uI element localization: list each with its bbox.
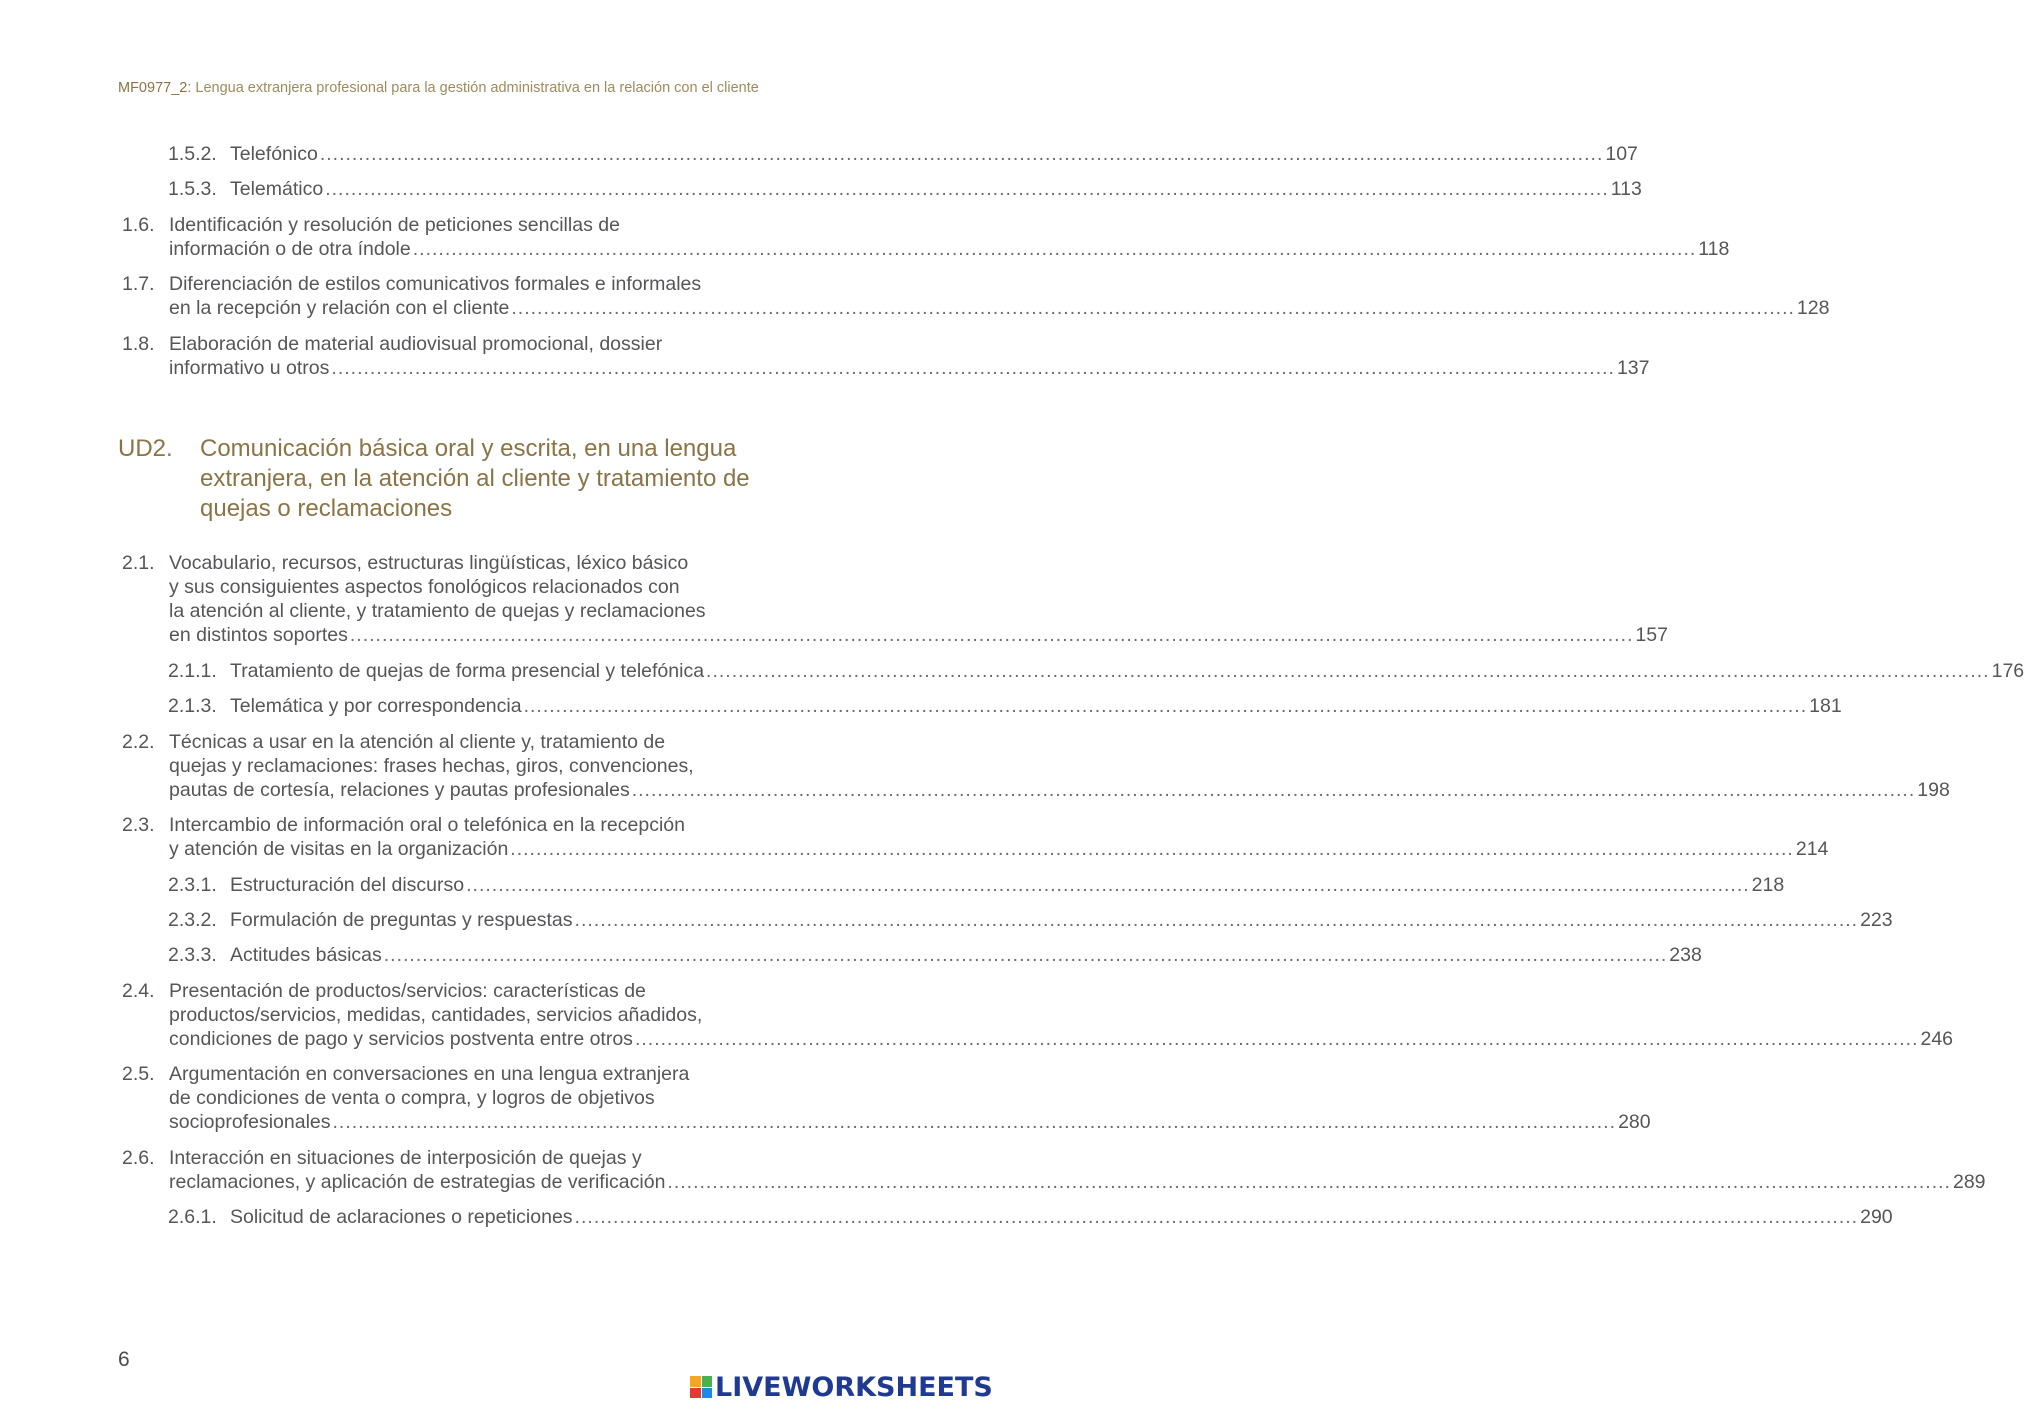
toc-entry-number: 2.1.3.	[168, 695, 217, 717]
toc-entry-text	[230, 142, 1638, 166]
toc-entry-text	[230, 943, 1702, 967]
toc-entry-page: 181	[1809, 695, 1842, 717]
toc-entry-number: 2.3.3.	[168, 944, 217, 966]
toc-entry-page: 246	[1920, 1028, 1954, 1050]
dot-leader: ........................................................................................................................................................................................................	[331, 357, 1615, 379]
toc-entry-last-line	[230, 694, 1842, 718]
toc-entry-line: Argumentación en conversaciones en una lengua extranjera	[169, 1063, 690, 1085]
toc-entry-number: 2.3.	[122, 814, 155, 836]
liveworksheets-logo-icon	[690, 1376, 712, 1398]
toc-entry-line: Identificación y resolución de peticiones sencillas de	[169, 214, 620, 236]
toc-entry-last-line	[169, 1027, 1954, 1051]
liveworksheets-logo	[690, 1372, 993, 1402]
dot-leader: ........................................................................................................................................................................................................	[319, 143, 1604, 165]
toc-entry-number: 1.5.2.	[168, 143, 217, 165]
toc-entry-title: Tratamiento de quejas de forma presencial y telefónica	[230, 660, 705, 682]
toc-entry-text	[169, 213, 1730, 261]
toc-entry-page: 218	[1751, 874, 1785, 896]
unit-title-line: extranjera, en la atención al cliente y tratamiento de	[200, 465, 750, 492]
toc-entry-text	[169, 979, 1954, 1051]
toc-entry-title: Telemática y por correspondencia	[230, 695, 522, 717]
toc-entry-title: socioprofesionales	[169, 1111, 331, 1133]
dot-leader: ........................................................................................................................................................................................................	[510, 838, 1794, 860]
toc-entry-line: y sus consiguientes aspectos fonológicos relacionados con	[169, 576, 680, 598]
toc-entry-title: Telemático	[230, 178, 324, 200]
toc-entry-number: 2.6.1.	[168, 1206, 217, 1228]
toc-entry-line: Elaboración de material audiovisual promocional, dossier	[169, 333, 663, 355]
toc-entry-text	[230, 694, 1842, 718]
dot-leader: ........................................................................................................................................................................................................	[325, 178, 1609, 200]
dot-leader: ........................................................................................................................................................................................................	[383, 944, 1668, 966]
dot-leader: ........................................................................................................................................................................................................	[706, 660, 1990, 682]
toc-entry-last-line	[230, 1205, 1893, 1229]
toc-entry-number: 1.7.	[122, 273, 155, 295]
toc-entry-page: 176	[1991, 660, 2024, 682]
toc-entry-title: reclamaciones, y aplicación de estrategias de verificación	[169, 1171, 666, 1193]
toc-entry-last-line	[169, 837, 1829, 861]
toc-entry-title: en distintos soportes	[169, 624, 348, 646]
toc-entry-number: 1.5.3.	[168, 178, 217, 200]
toc-entry-line: Interacción en situaciones de interposición de quejas y	[169, 1147, 642, 1169]
toc-entry-number: 2.5.	[122, 1063, 155, 1085]
toc-entry-last-line	[169, 778, 1950, 802]
toc-entry-page: 113	[1610, 178, 1642, 200]
toc-entry-title: y atención de visitas en la organización	[169, 838, 509, 860]
unit-title	[200, 434, 750, 524]
dot-leader: ........................................................................................................................................................................................................	[523, 695, 1808, 717]
toc-entry-page: 118	[1698, 238, 1730, 260]
toc-entry-last-line	[230, 908, 1893, 932]
toc-entry-text	[169, 1062, 1651, 1134]
toc-entry-number: 1.8.	[122, 333, 155, 355]
dot-leader: ........................................................................................................................................................................................................	[349, 624, 1634, 646]
toc-entry-number: 2.6.	[122, 1147, 155, 1169]
unit-title-line: quejas o reclamaciones	[200, 495, 453, 522]
toc-entry-title: Formulación de preguntas y respuestas	[230, 909, 573, 931]
page-number: 6	[118, 1348, 130, 1371]
toc-entry-last-line	[169, 356, 1650, 380]
liveworksheets-logo-text: LIVEWORKSHEETS	[715, 1371, 993, 1403]
dot-leader: ........................................................................................................................................................................................................	[511, 297, 1795, 319]
toc-entry-line: Vocabulario, recursos, estructuras lingüísticas, léxico básico	[169, 552, 689, 574]
toc-entry-title: pautas de cortesía, relaciones y pautas profesionales	[169, 779, 630, 801]
toc-entry-last-line	[169, 623, 1668, 647]
toc-entry-text	[230, 659, 2024, 683]
toc-entry-title: Estructuración del discurso	[230, 874, 465, 896]
toc-entry-page: 280	[1618, 1111, 1651, 1133]
toc-entry-line: Presentación de productos/servicios: características de	[169, 980, 646, 1002]
running-header	[118, 80, 878, 96]
dot-leader: ........................................................................................................................................................................................................	[667, 1171, 1951, 1193]
toc-entry-text	[169, 551, 1668, 647]
toc-entry-title: Telefónico	[230, 143, 318, 165]
toc-entry-text	[230, 873, 1785, 897]
toc-entry-title: información o de otra índole	[169, 238, 411, 260]
unit-title-line: Comunicación básica oral y escrita, en una lengua	[200, 435, 737, 462]
toc-entry-last-line	[230, 659, 2024, 683]
toc-entry-page: 137	[1616, 357, 1650, 379]
unit-label: UD2.	[118, 435, 173, 462]
toc-entry-text	[169, 1146, 1986, 1194]
toc-entry-page: 107	[1605, 143, 1638, 165]
toc-entry-last-line	[230, 873, 1785, 897]
toc-entry-last-line	[230, 943, 1702, 967]
toc-entry-last-line	[169, 1110, 1651, 1134]
dot-leader: ........................................................................................................................................................................................................	[466, 874, 1750, 896]
toc-entry-text	[169, 272, 1830, 320]
course-code: MF0977_2	[118, 80, 188, 96]
toc-entry-text	[230, 1205, 1893, 1229]
toc-entry-last-line	[230, 177, 1642, 201]
toc-entry-text	[169, 813, 1829, 861]
toc-entry-text	[230, 908, 1893, 932]
dot-leader: ........................................................................................................................................................................................................	[574, 909, 1859, 931]
toc-entry-page: 128	[1796, 297, 1830, 319]
toc-entry-number: 2.4.	[122, 980, 155, 1002]
toc-entry-page: 238	[1669, 944, 1702, 966]
toc-entry-line: productos/servicios, medidas, cantidades, servicios añadidos,	[169, 1004, 703, 1026]
toc-entry-page: 198	[1917, 779, 1950, 801]
toc-entry-title: informativo u otros	[169, 357, 330, 379]
toc-entry-number: 2.2.	[122, 731, 155, 753]
toc-entry-page: 157	[1635, 624, 1668, 646]
toc-entry-text	[169, 730, 1950, 802]
toc-entry-line: Intercambio de información oral o telefónica en la recepción	[169, 814, 685, 836]
toc-entry-page: 290	[1860, 1206, 1893, 1228]
toc-entry-title: Solicitud de aclaraciones o repeticiones	[230, 1206, 573, 1228]
toc-entry-text	[169, 332, 1650, 380]
dot-leader: ........................................................................................................................................................................................................	[634, 1028, 1919, 1050]
toc-entry-line: la atención al cliente, y tratamiento de quejas y reclamaciones	[169, 600, 706, 622]
toc-entry-page: 289	[1952, 1171, 1986, 1193]
toc-entry-number: 2.1.1.	[168, 660, 217, 682]
toc-entry-line: Diferenciación de estilos comunicativos formales e informales	[169, 273, 702, 295]
dot-leader: ........................................................................................................................................................................................................	[631, 779, 1916, 801]
toc-entry-line: de condiciones de venta o compra, y logros de objetivos	[169, 1087, 655, 1109]
toc-entry-number: 2.1.	[122, 552, 155, 574]
toc-entry-line: quejas y reclamaciones: frases hechas, giros, convenciones,	[169, 755, 694, 777]
toc-entry-line: Técnicas a usar en la atención al cliente y, tratamiento de	[169, 731, 666, 753]
toc-entry-last-line	[169, 237, 1730, 261]
toc-entry-page: 214	[1795, 838, 1829, 860]
toc-entry-page: 223	[1860, 909, 1893, 931]
toc-entry-last-line	[169, 1170, 1986, 1194]
toc-entry-last-line	[169, 296, 1830, 320]
toc-entry-number: 2.3.2.	[168, 909, 217, 931]
toc-entry-last-line	[230, 142, 1638, 166]
toc-entry-number: 1.6.	[122, 214, 155, 236]
toc-entry-text	[230, 177, 1642, 201]
toc-entry-number: 2.3.1.	[168, 874, 217, 896]
course-title: : Lengua extranjera profesional para la gestión administrativa en la relación con el cliente	[187, 80, 759, 96]
toc-entry-title: condiciones de pago y servicios postventa entre otros	[169, 1028, 633, 1050]
toc-entry-title: Actitudes básicas	[230, 944, 382, 966]
dot-leader: ........................................................................................................................................................................................................	[332, 1111, 1617, 1133]
toc-entry-title: en la recepción y relación con el cliente	[169, 297, 510, 319]
dot-leader: ........................................................................................................................................................................................................	[574, 1206, 1859, 1228]
dot-leader: ........................................................................................................................................................................................................	[412, 238, 1697, 260]
